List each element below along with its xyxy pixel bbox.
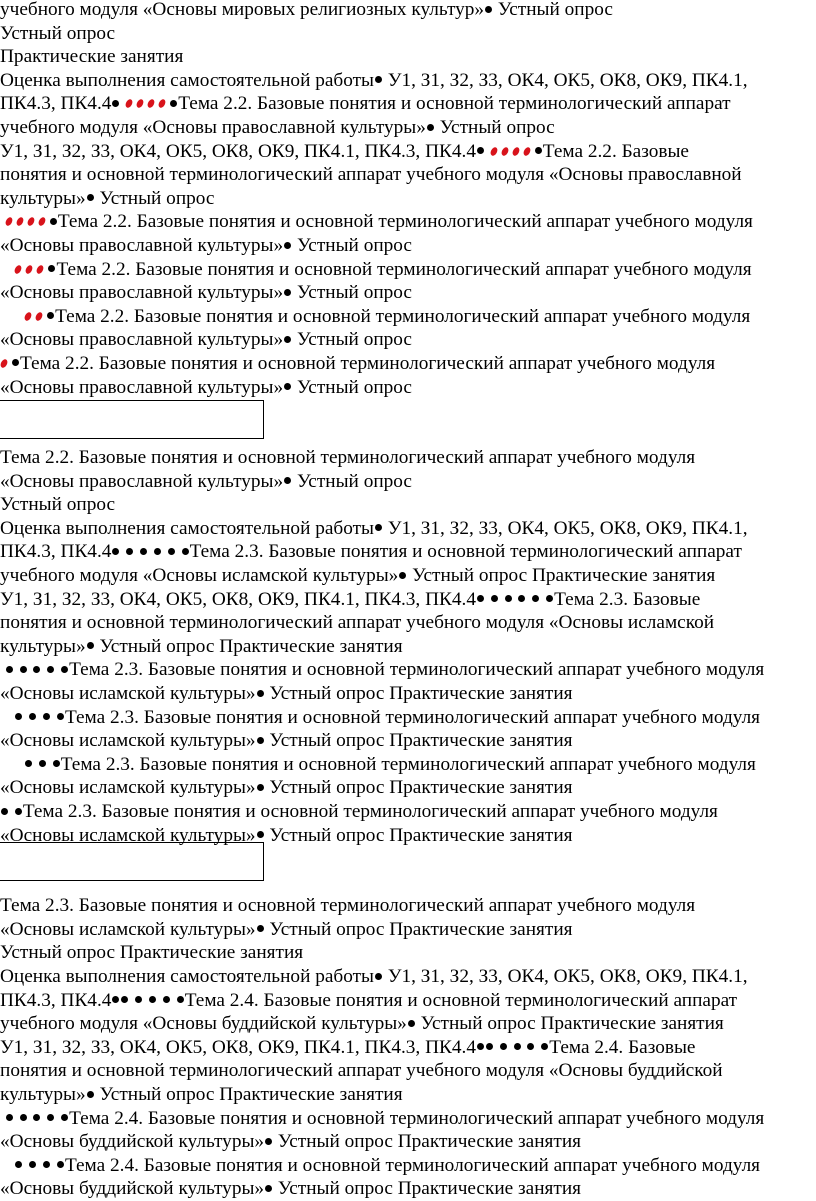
red-marker-icon — [511, 146, 521, 157]
bullet-icon — [61, 666, 68, 673]
bullet-icon — [284, 477, 291, 484]
red-marker-icon — [124, 99, 134, 110]
red-marker-icon — [23, 311, 33, 322]
bullet-icon — [53, 760, 60, 767]
bullet-icon — [50, 218, 57, 225]
bullet-icon — [485, 6, 492, 13]
empty-table-cell — [0, 842, 264, 881]
text-line: «Основы буддийской культуры» Устный опрос Практические занятия — [0, 1131, 582, 1153]
red-marker-icon — [157, 99, 167, 110]
text-line: «Основы буддийской культуры» Устный опрос Практические занятия — [0, 1178, 582, 1200]
bullet-icon — [257, 737, 264, 744]
text-line: Устный опрос — [0, 22, 116, 44]
bullet-icon — [15, 808, 22, 815]
text-line: Тема 2.2. Базовые понятия и основной терминологический аппарат учебного модуля — [0, 258, 816, 282]
red-marker-icon — [26, 217, 36, 228]
bullet-icon — [486, 1043, 493, 1050]
text-line: «Основы православной культуры» Устный опрос — [0, 376, 412, 398]
red-marker-icon — [37, 217, 47, 228]
red-marker-icon — [25, 264, 35, 275]
bullet-icon — [112, 548, 119, 555]
red-marker-icon — [34, 311, 44, 322]
text-line: ПК4.3, ПК4.4 Тема 2.4. Базовые понятия и основной терминологический аппарат — [0, 989, 738, 1011]
bullet-icon — [43, 713, 50, 720]
red-marker-icon — [500, 146, 510, 157]
bullet-icon — [57, 1161, 64, 1168]
text-line: Тема 2.3. Базовые понятия и основной терминологический аппарат учебного модуля — [0, 658, 816, 682]
bullet-icon — [87, 642, 94, 649]
text-line: Устный опрос — [0, 494, 116, 516]
red-marker-icon — [14, 264, 24, 275]
red-marker-icon — [146, 99, 156, 110]
text-line: Тема 2.2. Базовые понятия и основной терминологический аппарат учебного модуля — [0, 447, 696, 469]
text-line: понятия и основной терминологический аппарат учебного модуля «Основы православной — [0, 164, 742, 186]
bullet-icon — [500, 1043, 507, 1050]
bullet-icon — [57, 713, 64, 720]
text-line: Тема 2.3. Базовые понятия и основной терминологический аппарат учебного модуля — [0, 706, 816, 730]
bullet-icon — [535, 147, 542, 154]
red-marker-icon — [4, 217, 14, 228]
bullet-icon — [491, 595, 498, 602]
text-line: «Основы исламской культуры» Устный опрос Практические занятия — [0, 824, 573, 846]
text-line: У1, З1, З2, З3, ОК4, ОК5, ОК8, ОК9, ПК4.1, ПК4.3, ПК4.4 Тема 2.4. Базовые — [0, 1036, 696, 1058]
bullet-icon — [399, 572, 406, 579]
bullet-icon — [112, 100, 119, 107]
red-marker-icon — [135, 99, 145, 110]
bullet-icon — [47, 666, 54, 673]
bullet-icon — [33, 1114, 40, 1121]
red-marker-icon — [36, 264, 46, 275]
bullet-icon — [168, 548, 175, 555]
text-line: Тема 2.3. Базовые понятия и основной терминологический аппарат учебного модуля — [0, 895, 696, 917]
text-line: культуры» Устный опрос Практические занятия — [0, 635, 403, 657]
bullet-icon — [29, 713, 36, 720]
bullet-icon — [284, 289, 291, 296]
bullet-icon — [47, 312, 54, 319]
text-line: культуры» Устный опрос — [0, 187, 215, 209]
bullet-icon — [177, 996, 184, 1003]
text-line: учебного модуля «Основы исламской культуры» Устный опрос Практические занятия — [0, 565, 716, 587]
bullet-icon — [87, 1091, 94, 1098]
text-line: понятия и основной терминологический аппарат учебного модуля «Основы буддийской — [0, 1060, 723, 1082]
bullet-icon — [518, 595, 525, 602]
bullet-icon — [170, 100, 177, 107]
bullet-icon — [375, 76, 382, 83]
text-line: ПК4.3, ПК4.4 Тема 2.2. Базовые понятия и основной терминологический аппарат — [0, 93, 731, 115]
text-line: Оценка выполнения самостоятельной работы У1, З1, З2, З3, ОК4, ОК5, ОК8, ОК9, ПК4.1, — [0, 965, 748, 987]
text-line: Тема 2.4. Базовые понятия и основной терминологический аппарат учебного модуля — [0, 1107, 816, 1131]
bullet-icon — [477, 1043, 484, 1050]
bullet-icon — [47, 1114, 54, 1121]
text-line: учебного модуля «Основы буддийской культуры» Устный опрос Практические занятия — [0, 1013, 724, 1035]
text-line: Устный опрос Практические занятия — [0, 942, 304, 964]
bullet-icon — [546, 595, 553, 602]
text-line: ПК4.3, ПК4.4 Тема 2.3. Базовые понятия и основной терминологический аппарат — [0, 541, 742, 563]
bullet-icon — [163, 996, 170, 1003]
bullet-icon — [15, 1161, 22, 1168]
bullet-icon — [257, 831, 264, 838]
bullet-icon — [375, 524, 382, 531]
bullet-icon — [112, 996, 119, 1003]
bullet-icon — [375, 973, 382, 980]
bullet-icon — [541, 1043, 548, 1050]
bullet-icon — [1, 808, 8, 815]
bullet-icon — [135, 996, 142, 1003]
bullet-icon — [43, 1161, 50, 1168]
text-line: Тема 2.3. Базовые понятия и основной терминологический аппарат учебного модуля — [0, 753, 816, 777]
text-line: У1, З1, З2, З3, ОК4, ОК5, ОК8, ОК9, ПК4.1, ПК4.3, ПК4.4 Тема 2.2. Базовые — [0, 140, 689, 162]
bullet-icon — [140, 548, 147, 555]
text-line: «Основы исламской культуры» Устный опрос Практические занятия — [0, 777, 573, 799]
bullet-icon — [126, 548, 133, 555]
text-line: «Основы исламской культуры» Устный опрос Практические занятия — [0, 730, 573, 752]
bullet-icon — [505, 595, 512, 602]
text-line: Оценка выполнения самостоятельной работы У1, З1, З2, З3, ОК4, ОК5, ОК8, ОК9, ПК4.1, — [0, 69, 748, 91]
text-line: понятия и основной терминологический аппарат учебного модуля «Основы исламской — [0, 612, 715, 634]
bullet-icon — [121, 996, 128, 1003]
text-line: Тема 2.2. Базовые понятия и основной терминологический аппарат учебного модуля — [0, 352, 816, 376]
bullet-icon — [87, 194, 94, 201]
text-line: учебного модуля «Основы мировых религиозных культур» Устный опрос — [0, 0, 613, 20]
bullet-icon — [6, 1114, 13, 1121]
text-line: «Основы исламской культуры» Устный опрос Практические занятия — [0, 918, 573, 940]
bullet-icon — [149, 996, 156, 1003]
bullet-icon — [6, 666, 13, 673]
text-line: Тема 2.2. Базовые понятия и основной терминологический аппарат учебного модуля — [0, 210, 816, 234]
bullet-icon — [25, 760, 32, 767]
bullet-icon — [29, 1161, 36, 1168]
bullet-icon — [284, 336, 291, 343]
bullet-icon — [12, 359, 19, 366]
red-marker-icon — [15, 217, 25, 228]
bullet-icon — [477, 147, 484, 154]
bullet-icon — [39, 760, 46, 767]
bullet-icon — [15, 713, 22, 720]
bullet-icon — [20, 666, 27, 673]
bullet-icon — [427, 124, 434, 131]
red-marker-icon — [489, 146, 499, 157]
text-line: «Основы исламской культуры» Устный опрос Практические занятия — [0, 683, 573, 705]
text-line: «Основы православной культуры» Устный опрос — [0, 234, 412, 256]
text-line: Тема 2.3. Базовые понятия и основной терминологический аппарат учебного модуля — [0, 800, 816, 824]
bullet-icon — [182, 548, 189, 555]
bullet-icon — [284, 242, 291, 249]
bullet-icon — [154, 548, 161, 555]
bullet-icon — [477, 595, 484, 602]
text-line: Тема 2.4. Базовые понятия и основной терминологический аппарат учебного модуля — [0, 1154, 816, 1178]
bullet-icon — [33, 666, 40, 673]
bullet-icon — [257, 925, 264, 932]
text-line: «Основы православной культуры» Устный опрос — [0, 329, 412, 351]
bullet-icon — [265, 1138, 272, 1145]
text-line: Практические занятия — [0, 46, 184, 68]
bullet-icon — [257, 690, 264, 697]
red-marker-icon — [522, 146, 532, 157]
bullet-icon — [48, 265, 55, 272]
bullet-icon — [514, 1043, 521, 1050]
bullet-icon — [532, 595, 539, 602]
text-line: учебного модуля «Основы православной культуры» Устный опрос — [0, 116, 555, 138]
text-line: «Основы православной культуры» Устный опрос — [0, 470, 412, 492]
bullet-icon — [408, 1020, 415, 1027]
text-line: культуры» Устный опрос Практические занятия — [0, 1083, 403, 1105]
bullet-icon — [20, 1114, 27, 1121]
empty-table-cell — [0, 400, 264, 439]
text-line: Оценка выполнения самостоятельной работы У1, З1, З2, З3, ОК4, ОК5, ОК8, ОК9, ПК4.1, — [0, 517, 748, 539]
bullet-icon — [257, 784, 264, 791]
red-marker-icon — [0, 358, 9, 369]
text-line: У1, З1, З2, З3, ОК4, ОК5, ОК8, ОК9, ПК4.1, ПК4.3, ПК4.4 Тема 2.3. Базовые — [0, 588, 701, 610]
bullet-icon — [61, 1114, 68, 1121]
bullet-icon — [527, 1043, 534, 1050]
text-line: «Основы православной культуры» Устный опрос — [0, 282, 412, 304]
text-line: Тема 2.2. Базовые понятия и основной терминологический аппарат учебного модуля — [0, 305, 816, 329]
bullet-icon — [284, 383, 291, 390]
